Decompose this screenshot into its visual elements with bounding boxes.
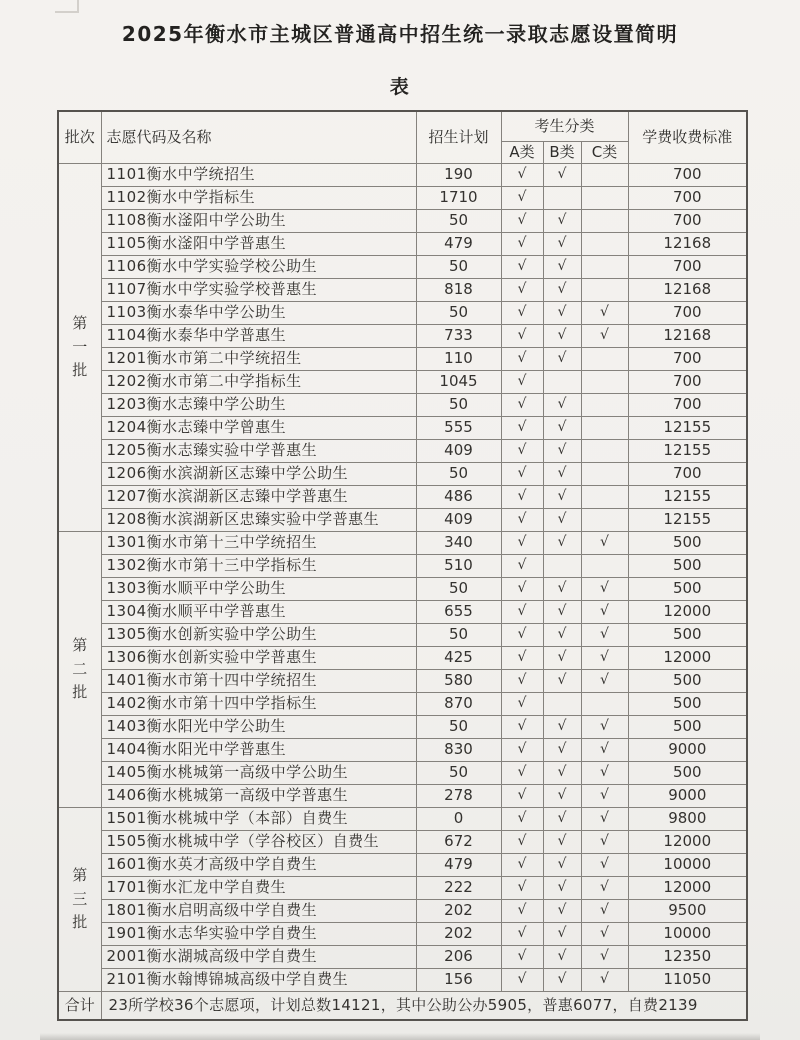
volunteer-name: 2101衡水翰博锦城高级中学自费生 bbox=[101, 968, 416, 991]
category-a-check: √ bbox=[501, 692, 543, 715]
plan-count: 190 bbox=[416, 163, 501, 186]
plan-count: 50 bbox=[416, 577, 501, 600]
table-row bbox=[58, 968, 747, 991]
table-row bbox=[58, 278, 747, 301]
fee-value: 12350 bbox=[628, 945, 747, 968]
plan-count: 1710 bbox=[416, 186, 501, 209]
batch-label-1: 第 一 批 bbox=[58, 163, 101, 531]
fee-value: 12155 bbox=[628, 416, 747, 439]
table-row bbox=[58, 600, 747, 623]
volunteer-name: 1208衡水滨湖新区忠臻实验中学普惠生 bbox=[101, 508, 416, 531]
volunteer-name: 1404衡水阳光中学普惠生 bbox=[101, 738, 416, 761]
category-c-check: √ bbox=[581, 807, 628, 830]
category-c-check: √ bbox=[581, 738, 628, 761]
plan-count: 340 bbox=[416, 531, 501, 554]
fee-value: 500 bbox=[628, 577, 747, 600]
category-b-check: √ bbox=[543, 508, 581, 531]
category-c-check bbox=[581, 692, 628, 715]
category-c-check bbox=[581, 370, 628, 393]
category-a-check: √ bbox=[501, 945, 543, 968]
category-c-check: √ bbox=[581, 669, 628, 692]
volunteer-name: 1202衡水市第二中学指标生 bbox=[101, 370, 416, 393]
volunteer-name: 1304衡水顺平中学普惠生 bbox=[101, 600, 416, 623]
category-c-check: √ bbox=[581, 945, 628, 968]
category-b-check: √ bbox=[543, 669, 581, 692]
photo-bottom-shadow bbox=[40, 1033, 760, 1040]
volunteer-name: 1105衡水滏阳中学普惠生 bbox=[101, 232, 416, 255]
category-c-check: √ bbox=[581, 853, 628, 876]
volunteer-name: 1306衡水创新实验中学普惠生 bbox=[101, 646, 416, 669]
category-b-check: √ bbox=[543, 876, 581, 899]
total-label: 合计 bbox=[58, 991, 101, 1020]
category-a-check: √ bbox=[501, 232, 543, 255]
fee-value: 10000 bbox=[628, 853, 747, 876]
category-c-check: √ bbox=[581, 324, 628, 347]
category-a-check: √ bbox=[501, 186, 543, 209]
table-row bbox=[58, 209, 747, 232]
category-c-check bbox=[581, 186, 628, 209]
fee-value: 12168 bbox=[628, 278, 747, 301]
plan-count: 50 bbox=[416, 301, 501, 324]
table-row bbox=[58, 922, 747, 945]
category-c-check: √ bbox=[581, 968, 628, 991]
header-category-b: B类 bbox=[543, 141, 581, 163]
volunteer-name: 2001衡水湖城高级中学自费生 bbox=[101, 945, 416, 968]
volunteer-name: 1403衡水阳光中学公助生 bbox=[101, 715, 416, 738]
fee-value: 700 bbox=[628, 255, 747, 278]
category-c-check: √ bbox=[581, 899, 628, 922]
plan-count: 50 bbox=[416, 623, 501, 646]
fee-value: 11050 bbox=[628, 968, 747, 991]
plan-count: 818 bbox=[416, 278, 501, 301]
category-b-check: √ bbox=[543, 968, 581, 991]
category-c-check bbox=[581, 485, 628, 508]
plan-count: 580 bbox=[416, 669, 501, 692]
plan-count: 733 bbox=[416, 324, 501, 347]
category-c-check: √ bbox=[581, 623, 628, 646]
volunteer-name: 1108衡水滏阳中学公助生 bbox=[101, 209, 416, 232]
category-a-check: √ bbox=[501, 301, 543, 324]
category-a-check: √ bbox=[501, 462, 543, 485]
fee-value: 12000 bbox=[628, 876, 747, 899]
fee-value: 500 bbox=[628, 623, 747, 646]
category-c-check: √ bbox=[581, 646, 628, 669]
category-b-check: √ bbox=[543, 209, 581, 232]
category-c-check bbox=[581, 462, 628, 485]
volunteer-name: 1405衡水桃城第一高级中学公助生 bbox=[101, 761, 416, 784]
plan-count: 50 bbox=[416, 255, 501, 278]
table-row bbox=[58, 324, 747, 347]
plan-count: 409 bbox=[416, 439, 501, 462]
fee-value: 500 bbox=[628, 692, 747, 715]
plan-count: 50 bbox=[416, 761, 501, 784]
category-c-check: √ bbox=[581, 531, 628, 554]
fee-value: 12155 bbox=[628, 508, 747, 531]
plan-count: 672 bbox=[416, 830, 501, 853]
category-b-check: √ bbox=[543, 462, 581, 485]
volunteer-name: 1106衡水中学实验学校公助生 bbox=[101, 255, 416, 278]
fee-value: 12000 bbox=[628, 600, 747, 623]
category-a-check: √ bbox=[501, 830, 543, 853]
table-row bbox=[58, 255, 747, 278]
table-body bbox=[58, 163, 747, 991]
category-b-check: √ bbox=[543, 577, 581, 600]
category-b-check: √ bbox=[543, 945, 581, 968]
category-a-check: √ bbox=[501, 324, 543, 347]
table-row bbox=[58, 531, 747, 554]
category-b-check: √ bbox=[543, 738, 581, 761]
category-a-check: √ bbox=[501, 347, 543, 370]
table-row bbox=[58, 646, 747, 669]
category-b-check: √ bbox=[543, 623, 581, 646]
category-c-check bbox=[581, 209, 628, 232]
fee-value: 700 bbox=[628, 209, 747, 232]
category-a-check: √ bbox=[501, 508, 543, 531]
category-a-check: √ bbox=[501, 485, 543, 508]
volunteer-name: 1402衡水市第十四中学指标生 bbox=[101, 692, 416, 715]
volunteer-name: 1801衡水启明高级中学自费生 bbox=[101, 899, 416, 922]
category-b-check: √ bbox=[543, 761, 581, 784]
category-b-check: √ bbox=[543, 416, 581, 439]
volunteer-name: 1601衡水英才高级中学自费生 bbox=[101, 853, 416, 876]
category-a-check: √ bbox=[501, 853, 543, 876]
category-c-check bbox=[581, 393, 628, 416]
category-a-check: √ bbox=[501, 554, 543, 577]
table-row bbox=[58, 899, 747, 922]
fee-value: 12168 bbox=[628, 324, 747, 347]
category-c-check: √ bbox=[581, 876, 628, 899]
header-fee: 学费收费标准 bbox=[628, 111, 747, 163]
category-a-check: √ bbox=[501, 738, 543, 761]
category-a-check: √ bbox=[501, 439, 543, 462]
plan-count: 50 bbox=[416, 393, 501, 416]
table-row bbox=[58, 761, 747, 784]
category-a-check: √ bbox=[501, 669, 543, 692]
fee-value: 700 bbox=[628, 393, 747, 416]
plan-count: 50 bbox=[416, 462, 501, 485]
category-a-check: √ bbox=[501, 623, 543, 646]
admission-table bbox=[57, 110, 748, 1021]
fee-value: 9500 bbox=[628, 899, 747, 922]
table-row bbox=[58, 508, 747, 531]
category-c-check: √ bbox=[581, 922, 628, 945]
volunteer-name: 1102衡水中学指标生 bbox=[101, 186, 416, 209]
table-row bbox=[58, 715, 747, 738]
batch-label-3: 第 三 批 bbox=[58, 807, 101, 991]
table-row bbox=[58, 784, 747, 807]
category-a-check: √ bbox=[501, 278, 543, 301]
fee-value: 9000 bbox=[628, 738, 747, 761]
fee-value: 700 bbox=[628, 370, 747, 393]
volunteer-name: 1101衡水中学统招生 bbox=[101, 163, 416, 186]
volunteer-name: 1107衡水中学实验学校普惠生 bbox=[101, 278, 416, 301]
fee-value: 500 bbox=[628, 715, 747, 738]
category-b-check: √ bbox=[543, 232, 581, 255]
category-a-check: √ bbox=[501, 807, 543, 830]
plan-count: 156 bbox=[416, 968, 501, 991]
category-b-check: √ bbox=[543, 347, 581, 370]
plan-count: 486 bbox=[416, 485, 501, 508]
category-c-check: √ bbox=[581, 577, 628, 600]
category-b-check: √ bbox=[543, 485, 581, 508]
category-c-check bbox=[581, 255, 628, 278]
header-plan: 招生计划 bbox=[416, 111, 501, 163]
category-c-check bbox=[581, 439, 628, 462]
plan-count: 409 bbox=[416, 508, 501, 531]
plan-count: 50 bbox=[416, 209, 501, 232]
fee-value: 500 bbox=[628, 554, 747, 577]
plan-count: 830 bbox=[416, 738, 501, 761]
plan-count: 50 bbox=[416, 715, 501, 738]
category-c-check bbox=[581, 232, 628, 255]
category-b-check: √ bbox=[543, 922, 581, 945]
total-summary: 23所学校36个志愿项，计划总数14121，其中公助公办5905，普惠6077，自费2139 bbox=[101, 991, 747, 1020]
category-b-check: √ bbox=[543, 255, 581, 278]
table-row bbox=[58, 301, 747, 324]
fee-value: 700 bbox=[628, 347, 747, 370]
category-a-check: √ bbox=[501, 600, 543, 623]
category-c-check bbox=[581, 163, 628, 186]
table-row bbox=[58, 393, 747, 416]
fee-value: 500 bbox=[628, 761, 747, 784]
volunteer-name: 1301衡水市第十三中学统招生 bbox=[101, 531, 416, 554]
category-b-check: √ bbox=[543, 830, 581, 853]
fee-value: 500 bbox=[628, 669, 747, 692]
volunteer-name: 1205衡水志臻实验中学普惠生 bbox=[101, 439, 416, 462]
category-a-check: √ bbox=[501, 784, 543, 807]
fee-value: 700 bbox=[628, 186, 747, 209]
header-batch: 批次 bbox=[58, 111, 101, 163]
volunteer-name: 1201衡水市第二中学统招生 bbox=[101, 347, 416, 370]
category-b-check: √ bbox=[543, 646, 581, 669]
volunteer-name: 1406衡水桃城第一高级中学普惠生 bbox=[101, 784, 416, 807]
page-title: 2025年衡水市主城区普通高中招生统一录取志愿设置简明 bbox=[121, 22, 679, 46]
category-a-check: √ bbox=[501, 899, 543, 922]
plan-count: 510 bbox=[416, 554, 501, 577]
table-row bbox=[58, 186, 747, 209]
header-category-group: 考生分类 bbox=[501, 111, 628, 141]
total-row bbox=[58, 991, 747, 1020]
table-row bbox=[58, 692, 747, 715]
table-row bbox=[58, 577, 747, 600]
category-b-check: √ bbox=[543, 439, 581, 462]
category-c-check: √ bbox=[581, 784, 628, 807]
table-row bbox=[58, 876, 747, 899]
category-b-check: √ bbox=[543, 163, 581, 186]
volunteer-name: 1206衡水滨湖新区志臻中学公助生 bbox=[101, 462, 416, 485]
category-c-check bbox=[581, 508, 628, 531]
category-b-check: √ bbox=[543, 393, 581, 416]
category-b-check: √ bbox=[543, 899, 581, 922]
volunteer-name: 1203衡水志臻中学公助生 bbox=[101, 393, 416, 416]
fee-value: 9800 bbox=[628, 807, 747, 830]
fee-value: 12155 bbox=[628, 439, 747, 462]
plan-count: 202 bbox=[416, 922, 501, 945]
table-row bbox=[58, 347, 747, 370]
table-row bbox=[58, 554, 747, 577]
plan-count: 479 bbox=[416, 232, 501, 255]
category-a-check: √ bbox=[501, 209, 543, 232]
volunteer-name: 1901衡水志华实验中学自费生 bbox=[101, 922, 416, 945]
category-a-check: √ bbox=[501, 577, 543, 600]
table-row bbox=[58, 163, 747, 186]
plan-count: 655 bbox=[416, 600, 501, 623]
plan-count: 0 bbox=[416, 807, 501, 830]
category-a-check: √ bbox=[501, 876, 543, 899]
volunteer-name: 1701衡水汇龙中学自费生 bbox=[101, 876, 416, 899]
plan-count: 555 bbox=[416, 416, 501, 439]
plan-count: 110 bbox=[416, 347, 501, 370]
category-a-check: √ bbox=[501, 531, 543, 554]
category-c-check: √ bbox=[581, 761, 628, 784]
category-a-check: √ bbox=[501, 416, 543, 439]
volunteer-name: 1104衡水泰华中学普惠生 bbox=[101, 324, 416, 347]
plan-count: 222 bbox=[416, 876, 501, 899]
category-b-check: √ bbox=[543, 600, 581, 623]
category-b-check bbox=[543, 554, 581, 577]
volunteer-name: 1207衡水滨湖新区志臻中学普惠生 bbox=[101, 485, 416, 508]
category-b-check: √ bbox=[543, 278, 581, 301]
plan-count: 870 bbox=[416, 692, 501, 715]
table-row bbox=[58, 738, 747, 761]
table-row bbox=[58, 807, 747, 830]
table-row bbox=[58, 669, 747, 692]
category-b-check bbox=[543, 692, 581, 715]
category-a-check: √ bbox=[501, 922, 543, 945]
fee-value: 500 bbox=[628, 531, 747, 554]
category-b-check: √ bbox=[543, 807, 581, 830]
fee-value: 12168 bbox=[628, 232, 747, 255]
volunteer-name: 1302衡水市第十三中学指标生 bbox=[101, 554, 416, 577]
category-b-check bbox=[543, 370, 581, 393]
volunteer-name: 1103衡水泰华中学公助生 bbox=[101, 301, 416, 324]
fee-value: 700 bbox=[628, 301, 747, 324]
table-row bbox=[58, 462, 747, 485]
category-a-check: √ bbox=[501, 715, 543, 738]
table-row bbox=[58, 945, 747, 968]
fee-value: 12155 bbox=[628, 485, 747, 508]
photo-corner-artifact bbox=[55, 0, 79, 13]
volunteer-name: 1401衡水市第十四中学统招生 bbox=[101, 669, 416, 692]
fee-value: 10000 bbox=[628, 922, 747, 945]
category-a-check: √ bbox=[501, 163, 543, 186]
table-row bbox=[58, 232, 747, 255]
category-c-check bbox=[581, 278, 628, 301]
fee-value: 700 bbox=[628, 462, 747, 485]
volunteer-name: 1501衡水桃城中学（本部）自费生 bbox=[101, 807, 416, 830]
page-title-wrap: 表 bbox=[389, 76, 411, 98]
category-b-check bbox=[543, 186, 581, 209]
header-category-a: A类 bbox=[501, 141, 543, 163]
table-row bbox=[58, 416, 747, 439]
fee-value: 700 bbox=[628, 163, 747, 186]
plan-count: 206 bbox=[416, 945, 501, 968]
table-row bbox=[58, 370, 747, 393]
category-a-check: √ bbox=[501, 968, 543, 991]
plan-count: 425 bbox=[416, 646, 501, 669]
table-row bbox=[58, 830, 747, 853]
category-b-check: √ bbox=[543, 324, 581, 347]
fee-value: 12000 bbox=[628, 646, 747, 669]
header-name: 志愿代码及名称 bbox=[101, 111, 416, 163]
header-category-c: C类 bbox=[581, 141, 628, 163]
category-c-check bbox=[581, 554, 628, 577]
table-row bbox=[58, 853, 747, 876]
category-b-check: √ bbox=[543, 531, 581, 554]
category-a-check: √ bbox=[501, 255, 543, 278]
volunteer-name: 1204衡水志臻中学曾惠生 bbox=[101, 416, 416, 439]
table-row bbox=[58, 439, 747, 462]
category-b-check: √ bbox=[543, 853, 581, 876]
plan-count: 1045 bbox=[416, 370, 501, 393]
table-row bbox=[58, 485, 747, 508]
category-a-check: √ bbox=[501, 393, 543, 416]
volunteer-name: 1305衡水创新实验中学公助生 bbox=[101, 623, 416, 646]
volunteer-name: 1505衡水桃城中学（学谷校区）自费生 bbox=[101, 830, 416, 853]
category-c-check: √ bbox=[581, 301, 628, 324]
category-c-check: √ bbox=[581, 830, 628, 853]
table-row bbox=[58, 623, 747, 646]
category-c-check bbox=[581, 416, 628, 439]
plan-count: 479 bbox=[416, 853, 501, 876]
category-a-check: √ bbox=[501, 370, 543, 393]
batch-label-2: 第 二 批 bbox=[58, 531, 101, 807]
plan-count: 278 bbox=[416, 784, 501, 807]
category-a-check: √ bbox=[501, 761, 543, 784]
category-c-check: √ bbox=[581, 715, 628, 738]
category-b-check: √ bbox=[543, 784, 581, 807]
category-a-check: √ bbox=[501, 646, 543, 669]
category-c-check bbox=[581, 347, 628, 370]
category-b-check: √ bbox=[543, 301, 581, 324]
category-b-check: √ bbox=[543, 715, 581, 738]
fee-value: 12000 bbox=[628, 830, 747, 853]
plan-count: 202 bbox=[416, 899, 501, 922]
category-c-check: √ bbox=[581, 600, 628, 623]
volunteer-name: 1303衡水顺平中学公助生 bbox=[101, 577, 416, 600]
fee-value: 9000 bbox=[628, 784, 747, 807]
